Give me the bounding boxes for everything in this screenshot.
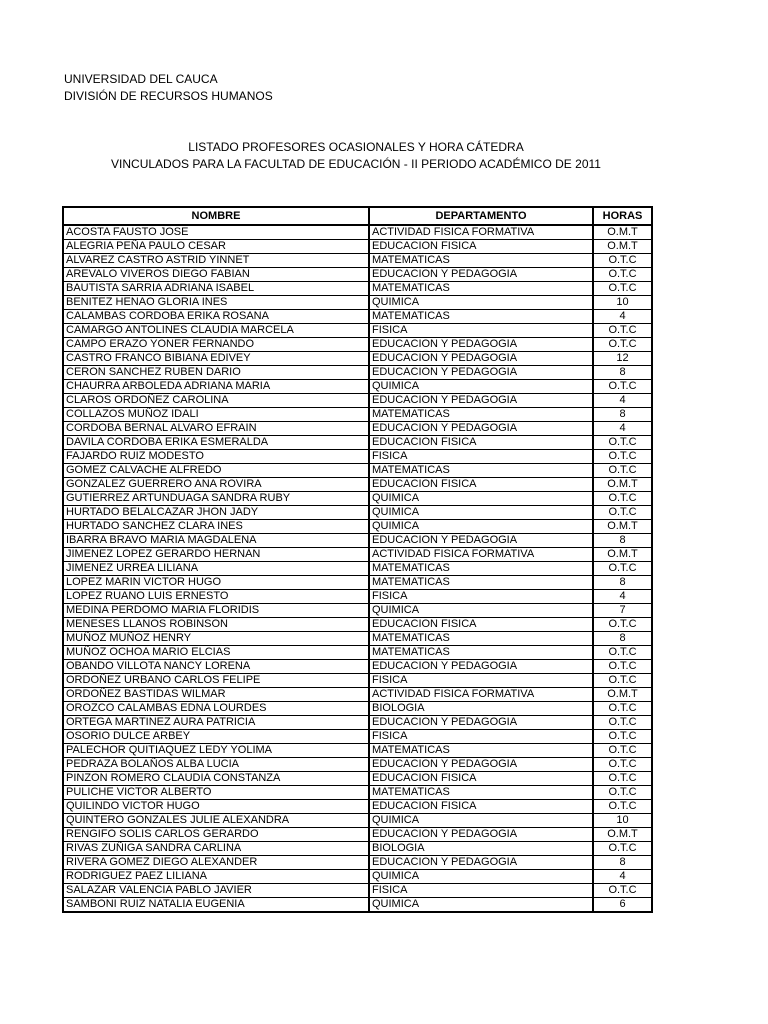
table-row xyxy=(63,604,652,618)
professors-table xyxy=(62,206,653,913)
cell-nombre: RIVAS ZUÑIGA SANDRA CARLINA xyxy=(63,842,369,856)
cell-departamento: MATEMATICAS xyxy=(369,408,593,422)
cell-departamento: MATEMATICAS xyxy=(369,576,593,590)
cell-departamento: ACTIVIDAD FISICA FORMATIVA xyxy=(369,548,593,562)
table-row xyxy=(63,814,652,828)
cell-departamento: ACTIVIDAD FISICA FORMATIVA xyxy=(369,225,593,240)
table-row xyxy=(63,870,652,884)
cell-horas: O.T.C xyxy=(593,324,652,338)
table-body xyxy=(63,225,652,912)
cell-horas: 4 xyxy=(593,394,652,408)
table-row xyxy=(63,786,652,800)
cell-nombre: GONZALEZ GUERRERO ANA ROVIRA xyxy=(63,478,369,492)
cell-departamento: FISICA xyxy=(369,730,593,744)
cell-departamento: EDUCACION FISICA xyxy=(369,800,593,814)
table-row xyxy=(63,828,652,842)
cell-horas: O.M.T xyxy=(593,688,652,702)
column-header-departamento: DEPARTAMENTO xyxy=(369,207,593,225)
cell-nombre: HURTADO BELALCAZAR JHON JADY xyxy=(63,506,369,520)
cell-nombre: GUTIERREZ ARTUNDUAGA SANDRA RUBY xyxy=(63,492,369,506)
cell-horas: 8 xyxy=(593,366,652,380)
cell-horas: 8 xyxy=(593,632,652,646)
cell-nombre: QUINTERO GONZALES JULIE ALEXANDRA xyxy=(63,814,369,828)
cell-horas: O.T.C xyxy=(593,786,652,800)
table-row xyxy=(63,450,652,464)
cell-horas: O.T.C xyxy=(593,758,652,772)
cell-nombre: IBARRA BRAVO MARIA MAGDALENA xyxy=(63,534,369,548)
cell-departamento: QUIMICA xyxy=(369,898,593,913)
cell-horas: O.M.T xyxy=(593,828,652,842)
cell-nombre: BENITEZ HENAO GLORIA INES xyxy=(63,296,369,310)
cell-nombre: MEDINA PERDOMO MARIA FLORIDIS xyxy=(63,604,369,618)
cell-horas: O.T.C xyxy=(593,674,652,688)
cell-nombre: JIMENEZ URREA LILIANA xyxy=(63,562,369,576)
table-row xyxy=(63,352,652,366)
cell-departamento: MATEMATICAS xyxy=(369,744,593,758)
cell-horas: O.T.C xyxy=(593,338,652,352)
cell-nombre: PULICHE VICTOR ALBERTO xyxy=(63,786,369,800)
cell-nombre: CALAMBAS CORDOBA ERIKA ROSANA xyxy=(63,310,369,324)
cell-nombre: PALECHOR QUITIAQUEZ LEDY YOLIMA xyxy=(63,744,369,758)
cell-departamento: MATEMATICAS xyxy=(369,632,593,646)
cell-nombre: CHAURRA ARBOLEDA ADRIANA MARIA xyxy=(63,380,369,394)
table-row xyxy=(63,296,652,310)
table-row xyxy=(63,506,652,520)
table-row xyxy=(63,646,652,660)
table-row xyxy=(63,856,652,870)
table-row xyxy=(63,534,652,548)
cell-departamento: EDUCACION FISICA xyxy=(369,436,593,450)
cell-departamento: QUIMICA xyxy=(369,296,593,310)
cell-departamento: EDUCACION FISICA xyxy=(369,618,593,632)
cell-horas: O.T.C xyxy=(593,450,652,464)
cell-horas: O.T.C xyxy=(593,730,652,744)
table-row xyxy=(63,548,652,562)
cell-nombre: DAVILA CORDOBA ERIKA ESMERALDA xyxy=(63,436,369,450)
cell-horas: O.T.C xyxy=(593,772,652,786)
cell-horas: 10 xyxy=(593,814,652,828)
cell-horas: O.T.C xyxy=(593,268,652,282)
cell-nombre: CERON SANCHEZ RUBEN DARIO xyxy=(63,366,369,380)
column-header-horas: HORAS xyxy=(593,207,652,225)
table-row xyxy=(63,478,652,492)
cell-nombre: BAUTISTA SARRIA ADRIANA ISABEL xyxy=(63,282,369,296)
cell-horas: 12 xyxy=(593,352,652,366)
table-row xyxy=(63,562,652,576)
cell-nombre: PEDRAZA BOLAÑOS ALBA LUCIA xyxy=(63,758,369,772)
cell-horas: O.T.C xyxy=(593,842,652,856)
cell-departamento: MATEMATICAS xyxy=(369,282,593,296)
cell-nombre: SAMBONI RUIZ NATALIA EUGENIA xyxy=(63,898,369,913)
cell-departamento: EDUCACION Y PEDAGOGIA xyxy=(369,534,593,548)
cell-horas: 6 xyxy=(593,898,652,913)
table-row xyxy=(63,576,652,590)
table-row xyxy=(63,268,652,282)
table-row xyxy=(63,842,652,856)
table-row xyxy=(63,282,652,296)
cell-departamento: EDUCACION Y PEDAGOGIA xyxy=(369,394,593,408)
cell-nombre: ALVAREZ CASTRO ASTRID YINNET xyxy=(63,254,369,268)
cell-horas: 4 xyxy=(593,422,652,436)
table-row xyxy=(63,590,652,604)
cell-horas: 4 xyxy=(593,310,652,324)
cell-horas: O.M.T xyxy=(593,240,652,254)
cell-horas: O.M.T xyxy=(593,548,652,562)
cell-departamento: MATEMATICAS xyxy=(369,786,593,800)
cell-nombre: MENESES LLANOS ROBINSON xyxy=(63,618,369,632)
cell-horas: 4 xyxy=(593,870,652,884)
cell-horas: O.M.T xyxy=(593,520,652,534)
cell-nombre: CLAROS ORDOÑEZ CAROLINA xyxy=(63,394,369,408)
cell-nombre: SALAZAR VALENCIA PABLO JAVIER xyxy=(63,884,369,898)
table-row xyxy=(63,324,652,338)
cell-departamento: EDUCACION Y PEDAGOGIA xyxy=(369,660,593,674)
table-row xyxy=(63,254,652,268)
table-row xyxy=(63,884,652,898)
cell-nombre: RENGIFO SOLIS CARLOS GERARDO xyxy=(63,828,369,842)
cell-departamento: EDUCACION FISICA xyxy=(369,478,593,492)
column-header-nombre: NOMBRE xyxy=(63,207,369,225)
cell-departamento: MATEMATICAS xyxy=(369,646,593,660)
cell-horas: O.T.C xyxy=(593,380,652,394)
title-line-2: VINCULADOS PARA LA FACULTAD DE EDUCACIÓN - II PERIODO ACADÉMICO DE 2011 xyxy=(111,157,601,171)
cell-nombre: MUÑOZ MUÑOZ HENRY xyxy=(63,632,369,646)
table-row xyxy=(63,758,652,772)
table-row xyxy=(63,408,652,422)
table-row xyxy=(63,520,652,534)
cell-horas: O.T.C xyxy=(593,884,652,898)
cell-horas: 10 xyxy=(593,296,652,310)
cell-horas: O.M.T xyxy=(593,478,652,492)
cell-departamento: FISICA xyxy=(369,590,593,604)
cell-departamento: QUIMICA xyxy=(369,492,593,506)
cell-departamento: QUIMICA xyxy=(369,604,593,618)
table-row xyxy=(63,730,652,744)
cell-departamento: EDUCACION FISICA xyxy=(369,240,593,254)
table-row xyxy=(63,618,652,632)
cell-nombre: GOMEZ CALVACHE ALFREDO xyxy=(63,464,369,478)
table-row xyxy=(63,436,652,450)
table-row xyxy=(63,310,652,324)
cell-departamento: BIOLOGIA xyxy=(369,842,593,856)
cell-nombre: ACOSTA FAUSTO JOSE xyxy=(63,225,369,240)
cell-departamento: EDUCACION Y PEDAGOGIA xyxy=(369,268,593,282)
cell-horas: O.T.C xyxy=(593,436,652,450)
cell-nombre: LOPEZ MARIN VICTOR HUGO xyxy=(63,576,369,590)
cell-departamento: MATEMATICAS xyxy=(369,562,593,576)
cell-departamento: QUIMICA xyxy=(369,520,593,534)
cell-nombre: RIVERA GOMEZ DIEGO ALEXANDER xyxy=(63,856,369,870)
university-name: UNIVERSIDAD DEL CAUCA xyxy=(64,72,218,86)
cell-departamento: EDUCACION Y PEDAGOGIA xyxy=(369,758,593,772)
table-row xyxy=(63,464,652,478)
cell-departamento: ACTIVIDAD FISICA FORMATIVA xyxy=(369,688,593,702)
cell-departamento: EDUCACION Y PEDAGOGIA xyxy=(369,338,593,352)
table-row xyxy=(63,772,652,786)
cell-departamento: EDUCACION Y PEDAGOGIA xyxy=(369,366,593,380)
cell-horas: O.T.C xyxy=(593,492,652,506)
cell-nombre: ORDOÑEZ BASTIDAS WILMAR xyxy=(63,688,369,702)
cell-horas: O.T.C xyxy=(593,464,652,478)
cell-horas: 8 xyxy=(593,534,652,548)
cell-departamento: FISICA xyxy=(369,674,593,688)
table-row xyxy=(63,800,652,814)
cell-departamento: EDUCACION Y PEDAGOGIA xyxy=(369,716,593,730)
cell-departamento: MATEMATICAS xyxy=(369,464,593,478)
cell-nombre: ORDOÑEZ URBANO CARLOS FELIPE xyxy=(63,674,369,688)
table-row xyxy=(63,394,652,408)
table-row xyxy=(63,380,652,394)
cell-horas: O.T.C xyxy=(593,506,652,520)
cell-nombre: CORDOBA BERNAL ALVARO EFRAIN xyxy=(63,422,369,436)
cell-nombre: RODRIGUEZ PAEZ LILIANA xyxy=(63,870,369,884)
document-title xyxy=(0,139,712,173)
cell-departamento: FISICA xyxy=(369,884,593,898)
cell-nombre: OBANDO VILLOTA NANCY LORENA xyxy=(63,660,369,674)
cell-nombre: QUILINDO VICTOR HUGO xyxy=(63,800,369,814)
table-row xyxy=(63,702,652,716)
cell-nombre: MUÑOZ OCHOA MARIO ELCIAS xyxy=(63,646,369,660)
cell-departamento: BIOLOGIA xyxy=(369,702,593,716)
cell-horas: O.T.C xyxy=(593,660,652,674)
cell-nombre: PINZON ROMERO CLAUDIA CONSTANZA xyxy=(63,772,369,786)
cell-departamento: QUIMICA xyxy=(369,870,593,884)
cell-nombre: HURTADO SANCHEZ CLARA INES xyxy=(63,520,369,534)
cell-nombre: CAMARGO ANTOLINES CLAUDIA MARCELA xyxy=(63,324,369,338)
cell-horas: O.T.C xyxy=(593,800,652,814)
cell-horas: 7 xyxy=(593,604,652,618)
cell-horas: 8 xyxy=(593,856,652,870)
cell-departamento: QUIMICA xyxy=(369,506,593,520)
cell-departamento: EDUCACION Y PEDAGOGIA xyxy=(369,352,593,366)
cell-horas: O.T.C xyxy=(593,282,652,296)
table-row xyxy=(63,688,652,702)
table-row xyxy=(63,338,652,352)
cell-horas: 8 xyxy=(593,408,652,422)
cell-departamento: QUIMICA xyxy=(369,380,593,394)
table-row xyxy=(63,422,652,436)
cell-nombre: FAJARDO RUIZ MODESTO xyxy=(63,450,369,464)
cell-horas: O.T.C xyxy=(593,702,652,716)
table-row xyxy=(63,660,652,674)
cell-horas: 4 xyxy=(593,590,652,604)
table-row xyxy=(63,366,652,380)
cell-nombre: OSORIO DULCE ARBEY xyxy=(63,730,369,744)
table-row xyxy=(63,744,652,758)
title-line-1: LISTADO PROFESORES OCASIONALES Y HORA CÁTEDRA xyxy=(188,140,524,154)
cell-nombre: CAMPO ERAZO YONER FERNANDO xyxy=(63,338,369,352)
cell-nombre: ORTEGA MARTINEZ AURA PATRICIA xyxy=(63,716,369,730)
cell-departamento: EDUCACION Y PEDAGOGIA xyxy=(369,828,593,842)
division-name: DIVISIÓN DE RECURSOS HUMANOS xyxy=(64,89,273,103)
cell-nombre: ALEGRIA PEÑA PAULO CESAR xyxy=(63,240,369,254)
cell-horas: 8 xyxy=(593,576,652,590)
cell-horas: O.T.C xyxy=(593,562,652,576)
cell-departamento: FISICA xyxy=(369,324,593,338)
cell-departamento: QUIMICA xyxy=(369,814,593,828)
cell-horas: O.T.C xyxy=(593,618,652,632)
cell-nombre: LOPEZ RUANO LUIS ERNESTO xyxy=(63,590,369,604)
cell-nombre: COLLAZOS MUÑOZ IDALI xyxy=(63,408,369,422)
table-row xyxy=(63,240,652,254)
cell-departamento: MATEMATICAS xyxy=(369,310,593,324)
cell-horas: O.T.C xyxy=(593,744,652,758)
table-row xyxy=(63,492,652,506)
table-header-row xyxy=(63,207,652,225)
cell-nombre: OROZCO CALAMBAS EDNA LOURDES xyxy=(63,702,369,716)
cell-nombre: CASTRO FRANCO BIBIANA EDIVEY xyxy=(63,352,369,366)
table-row xyxy=(63,716,652,730)
table-row xyxy=(63,225,652,240)
cell-nombre: JIMENEZ LOPEZ GERARDO HERNAN xyxy=(63,548,369,562)
institution-header xyxy=(64,71,273,105)
table-row xyxy=(63,674,652,688)
table-row xyxy=(63,898,652,913)
table-row xyxy=(63,632,652,646)
cell-horas: O.T.C xyxy=(593,646,652,660)
cell-horas: O.T.C xyxy=(593,716,652,730)
cell-departamento: EDUCACION Y PEDAGOGIA xyxy=(369,856,593,870)
cell-departamento: EDUCACION Y PEDAGOGIA xyxy=(369,422,593,436)
cell-departamento: EDUCACION FISICA xyxy=(369,772,593,786)
cell-nombre: AREVALO VIVEROS DIEGO FABIAN xyxy=(63,268,369,282)
cell-horas: O.M.T xyxy=(593,225,652,240)
cell-departamento: MATEMATICAS xyxy=(369,254,593,268)
cell-departamento: FISICA xyxy=(369,450,593,464)
cell-horas: O.T.C xyxy=(593,254,652,268)
